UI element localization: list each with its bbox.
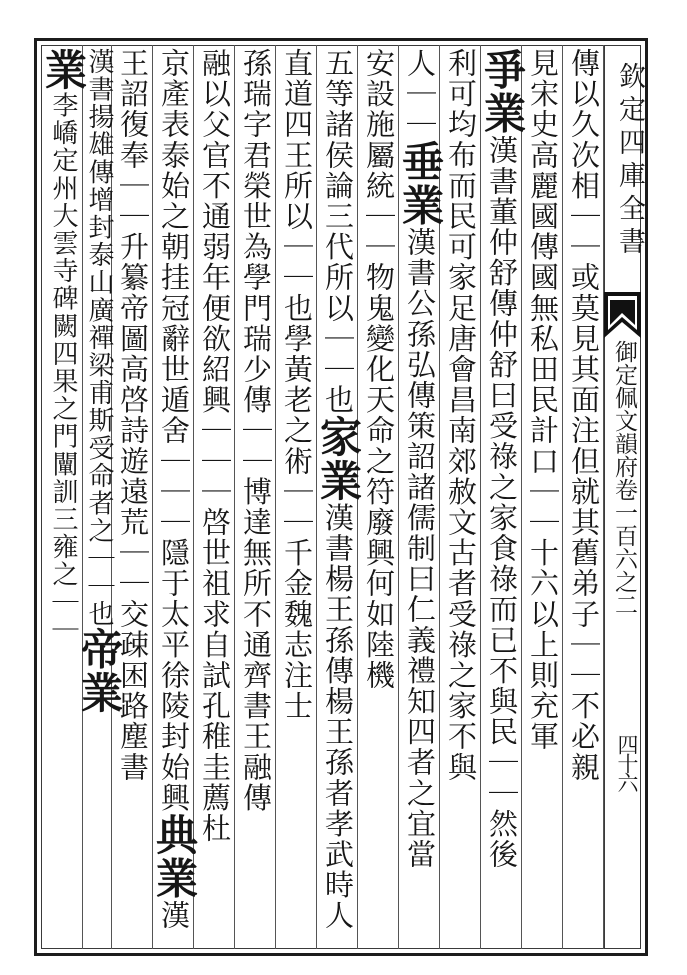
column-text: 漢書公孫弘傳策詔諸儒制曰仁義禮知四者之宜當 — [403, 227, 437, 870]
column-text: 融以父官不通弱年便欲紹興｜｜｜啓世祖求自試孔稚圭薦杜 — [198, 48, 232, 844]
entry-headword: 帝業 — [75, 627, 124, 715]
text-column — [441, 48, 481, 946]
text-column — [150, 48, 199, 946]
text-column — [195, 48, 235, 946]
book-subtitle — [612, 340, 636, 616]
volume-text: 卷一百六之二 — [611, 478, 637, 616]
column-text: 利可均布而民可家足唐會昌南郊赦文古者受祿之家不與 — [444, 48, 478, 783]
entry-headword: 垂業 — [396, 139, 445, 228]
entry-headword: 業 — [39, 48, 88, 92]
text-column — [478, 48, 527, 946]
text-column — [39, 48, 88, 946]
column-text: 安設施屬統｜｜物鬼變化天命之符廢興何如陸機 — [362, 48, 396, 691]
column-text: 直道四王所以｜｜也學黃老之術｜｜千金魏志注士 — [280, 48, 314, 722]
text-column — [236, 48, 276, 946]
column-text: 孫瑞字君榮世為學門瑞少傳｜｜博達無所不通齊書王融傳 — [239, 48, 273, 813]
text-column — [277, 48, 317, 946]
column-text: 王詔復奉｜｜升纂帝圖高啓詩遊遠荒｜｜交疎困路塵 — [116, 48, 150, 752]
text-column — [75, 48, 124, 946]
column-text: 漢 — [157, 900, 191, 931]
column-text: 人｜｜ — [403, 48, 437, 140]
column-text: 五等諸侯論三代所以｜｜也 — [321, 48, 355, 416]
text-column — [564, 48, 604, 946]
text-column — [396, 48, 445, 946]
column-text: 見宋史高麗國傳國無私田民計口｜｜十六以上則充軍 — [526, 48, 560, 752]
entry-headword: 家業 — [314, 415, 363, 503]
column-text: 漢書董仲舒傳仲舒曰受祿之家食祿而已不與民｜｜然後 — [485, 135, 519, 870]
entry-headword: 典業 — [150, 813, 199, 901]
subtitle-text: 御定佩文韻府 — [611, 340, 637, 478]
column-text: 漢書揚雄傳增封泰山廣禪梁甫斯受命者之｜｜也 — [84, 48, 114, 628]
column-text — [11, 48, 41, 738]
column-text: 李嶠定州大雲寺碑闕四果之門闡訓三雍之｜｜ — [48, 91, 78, 644]
column-text — [0, 48, 2, 738]
text-column — [523, 48, 563, 946]
column-text: 漢書楊王孫傳楊王孫者孝武時人 — [321, 502, 355, 931]
text-column — [113, 48, 153, 946]
text-column — [359, 48, 399, 946]
page-number: 四十六 — [615, 734, 639, 791]
column-text: 京產表泰始之朝挂冠辭世遁舍｜｜｜隱于太平徐陵封始興 — [157, 48, 191, 813]
column-text: 書 — [116, 751, 150, 783]
entry-headword: 爭業 — [478, 48, 527, 136]
fishtail-ornament-icon — [604, 292, 641, 338]
column-text: 傳以久次相｜｜或莫見其面注但就其舊弟子｜｜不必親 — [567, 48, 601, 783]
column-rule — [82, 45, 83, 949]
book-title: 欽定四庫全書 — [614, 62, 645, 260]
text-column — [314, 48, 363, 946]
